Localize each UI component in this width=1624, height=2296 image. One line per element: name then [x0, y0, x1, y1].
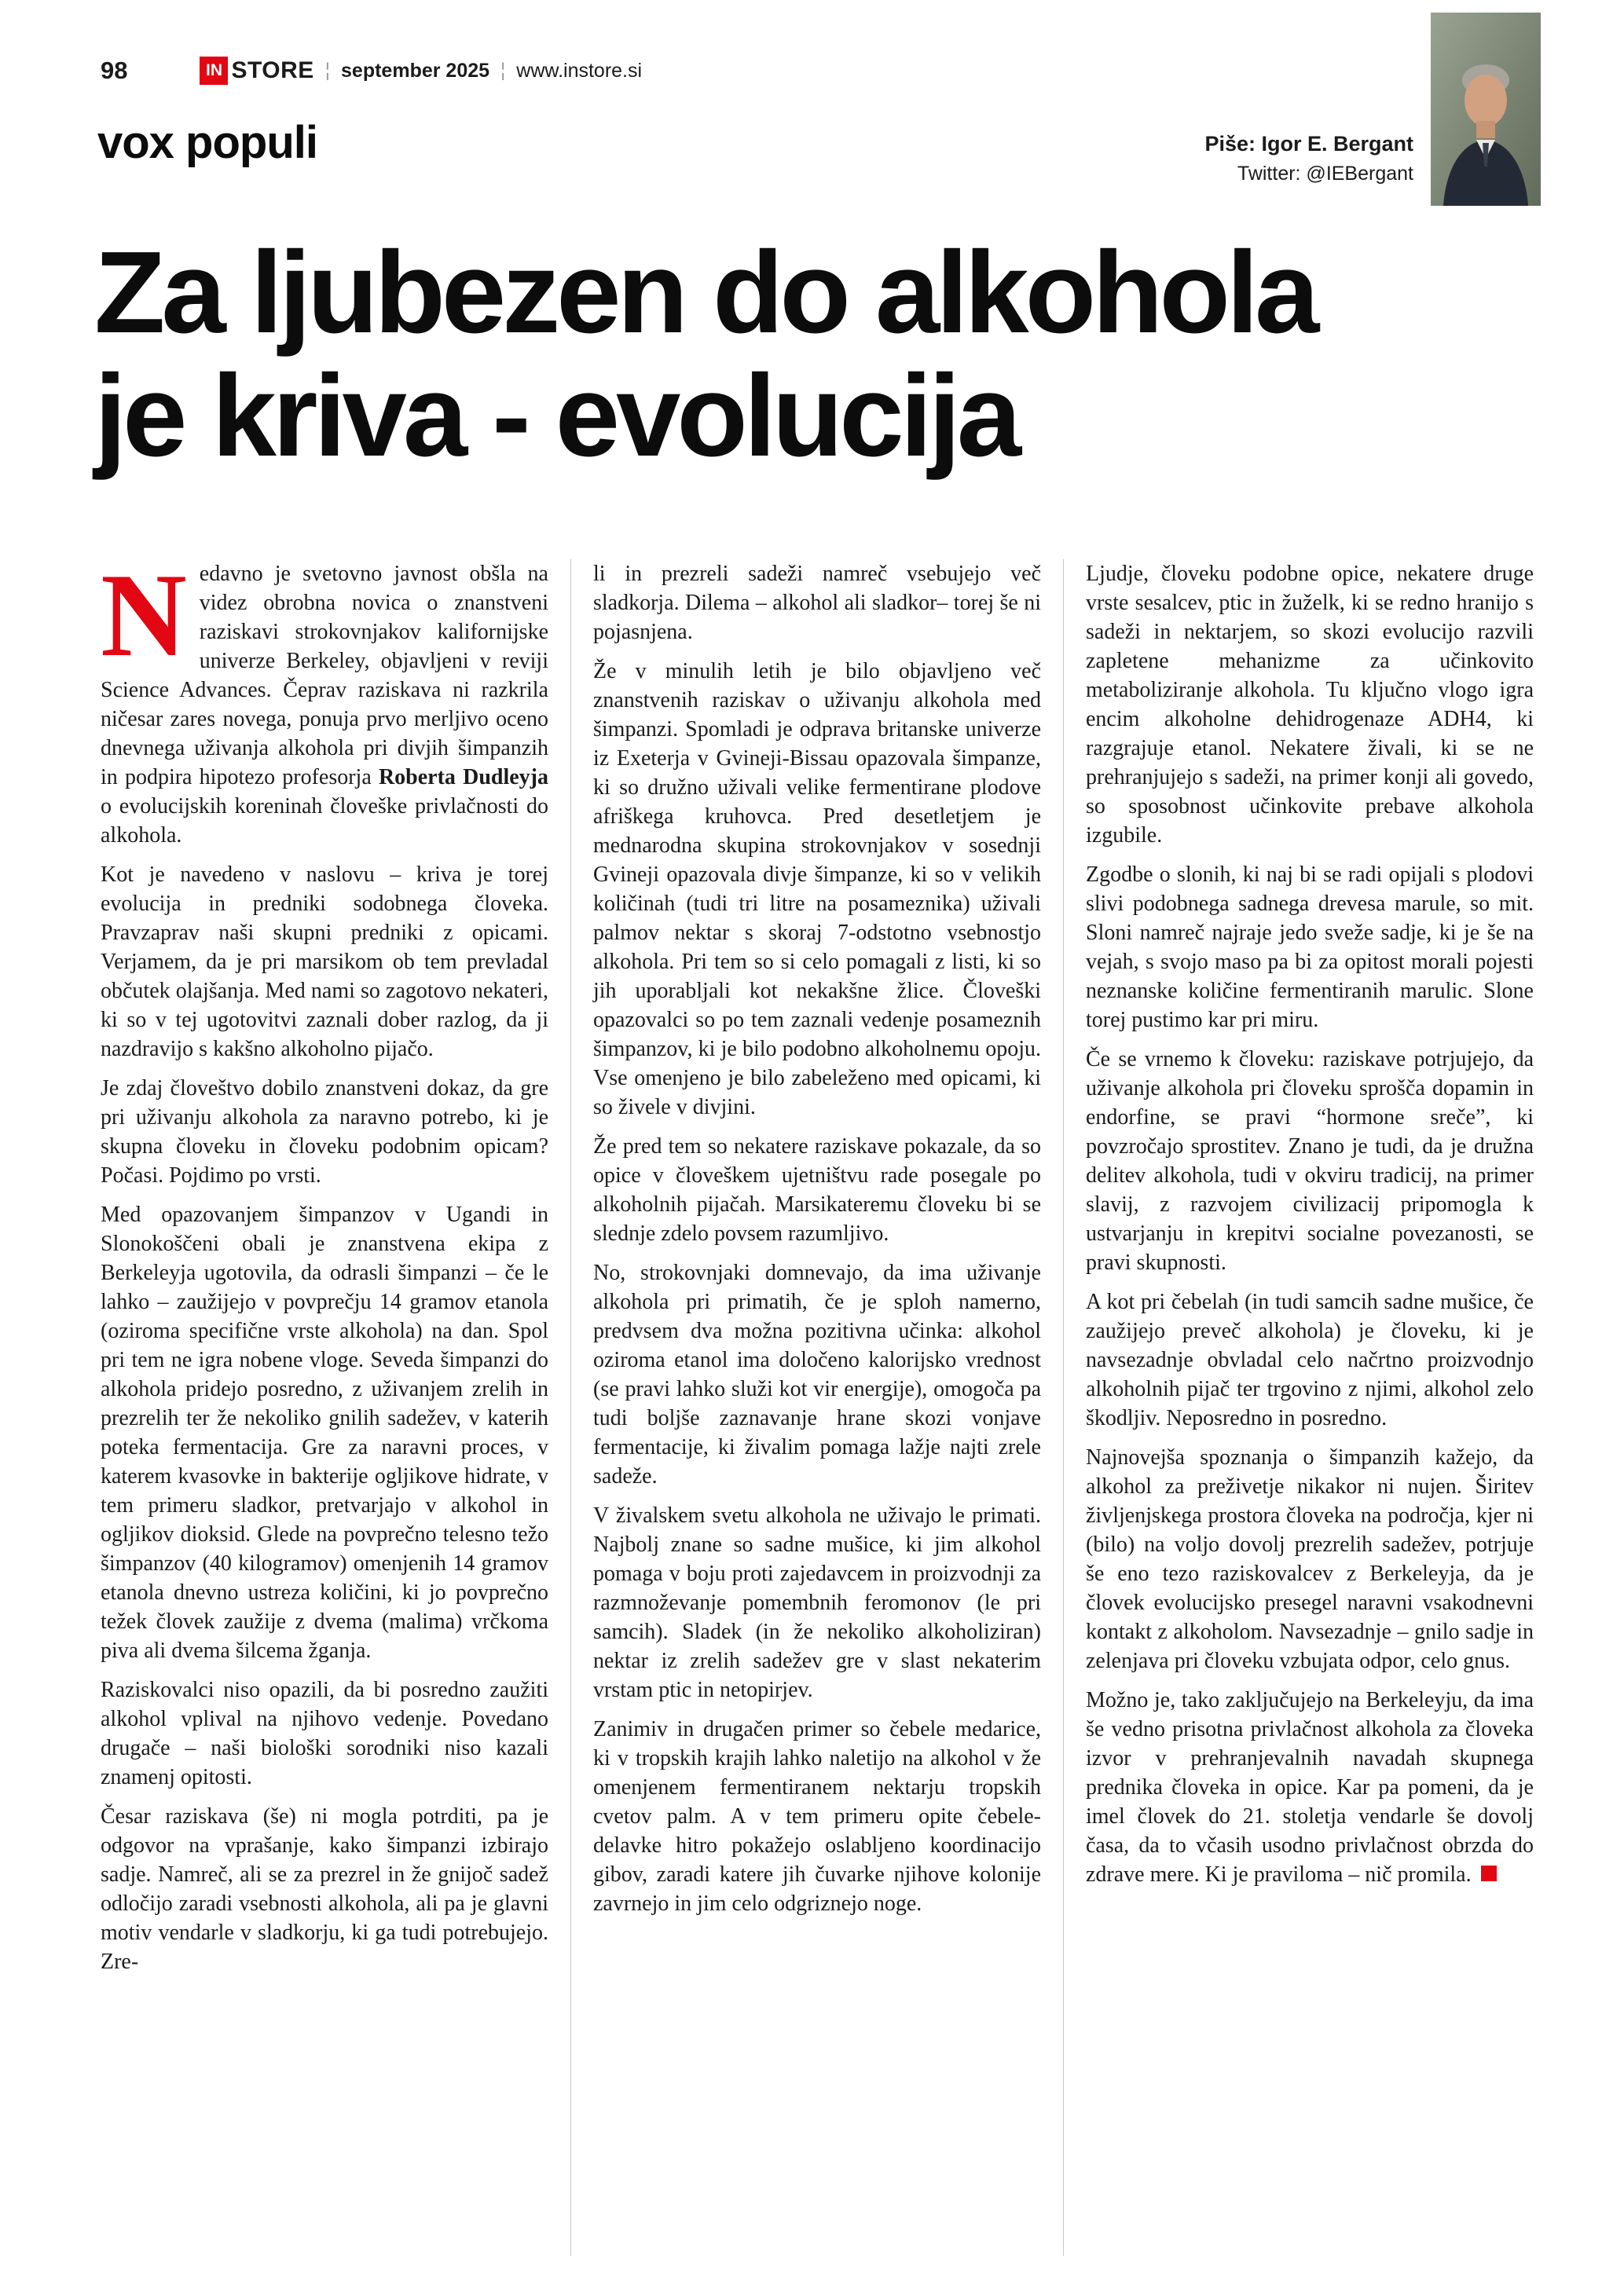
- page-header: [101, 57, 1534, 85]
- page-number: 98: [101, 57, 128, 84]
- headline-line-1: Za ljubezen do alkohola: [94, 228, 1316, 357]
- paragraph: li in prezreli sadeži namreč vsebujejo več sladkorja. Dilema – alkohol ali sladkor– torej še ni pojasnjena.: [593, 562, 1041, 644]
- paragraph: No, strokovnjaki domnevajo, da ima uživanje alkohola pri primatih, če je sploh namerno, predvsem dva možna pozitivna učinka: alkohol oziroma etanol ima določeno kalorijsko vrednost (se pravi lahko služi kot vir energije), omogoča pa tudi boljše zaznavanje hrane skozi vonjave fermentacije, ki živalim pomaga lažje najti zrele sadeže.: [593, 1261, 1041, 1489]
- headline: [94, 228, 1542, 481]
- paragraph: A kot pri čebelah (in tudi samcih sadne mušice, če zaužijejo preveč alkohola) je človeku, ki je navsezadnje obvladal celo načrtno proizvodnjo alkoholnih pijač ter trgovino z njimi, alkohol zelo škodljiv. Neposredno in posredno.: [1086, 1290, 1534, 1430]
- section-title: vox populi: [97, 117, 317, 168]
- headline-line-2: je kriva - evolucija: [94, 350, 1018, 481]
- author-photo: [1431, 13, 1541, 206]
- closing-text: Možno je, tako zaključujejo na Berkeleyju, da ima še vedno prisotna privlačnost alkohola za človeka izvor v prehranjevalnih navadah skupnega prednika človeka in opice. Kar pa pomeni, da je imel človek do 21. stoletja vendarle še dovolj časa, da to včasih usodno privlačnost obrzda do zdrave mere. Ki je praviloma – nič promila.: [1086, 1688, 1534, 1887]
- paragraph: Če se vrnemo k človeku: raziskave potrjujejo, da uživanje alkohola pri človeku sprošča dopamin in endorfine, se pravi “hormone sreče”, ki povzročajo sprostitev. Znano je tudi, da je družna delitev alkohola, tudi v okviru tradicij, na primer slavij, z razvojem civilizacij pripomogla k ustvarjanju in krepitvi socialne povezanosti, se pravi skupnosti.: [1086, 1047, 1534, 1275]
- byline-author: Piše: Igor E. Bergant: [1204, 132, 1413, 156]
- logo-store-text: STORE: [231, 57, 314, 83]
- paragraph: Je zdaj človeštvo dobilo znanstveni dokaz, da gre pri uživanju alkohola za naravno potrebo, ki je skupna človeku in človeku podobnim opicam? Počasi. Pojdimo po vrsti.: [101, 1076, 548, 1188]
- lead-text-pre: edavno je svetovno javnost obšla na videz obrobna novica o znanstveni raziskavi strokovnjakov kalifornijske univerze Berkeley, objavljeni v reviji Science Advances. Čeprav raziskava ni razkrila ničesar zares novega, ponuja prvo merljivo oceno dnevnega uživanja alkohola pri divjih šimpanzih in podpira hipotezo profesorja: [101, 562, 548, 789]
- header-separator: ¦: [324, 60, 331, 81]
- byline: [1204, 132, 1413, 185]
- paragraph: Med opazovanjem šimpanzov v Ugandi in Slonokoščeni obali je znanstvena ekipa z Berkeleyja ugotovila, da odrasli šimpanzi – če le lahko – zaužijejo v povprečju 14 gramov etanola (oziroma specifične vrste alkohola) na dan. Spol pri tem ne igra nobene vloge. Seveda šimpanzi do alkohola pridejo posredno, z uživanjem zrelih in prezrelih ter že nekoliko gnilih sadežev, v katerih poteka fermentacija. Gre za naravni proces, v katerem kvasovke in bakterije ogljikove hidrate, v tem primeru sladkor, pretvarjajo v alkohol in ogljikov dioksid. Glede na povprečno telesno težo šimpanzov (40 kilogramov) omenjenih 14 gramov etanola dnevno ustreza količini, ki jo povprečno težek človek zaužije z dvema (malima) vrčkoma piva ali dvema šilcema žganja.: [101, 1203, 548, 1663]
- column-1: [101, 549, 570, 2256]
- paragraph: Že pred tem so nekatere raziskave pokazale, da so opice v človeškem ujetništvu rade posegale po alkoholnih pijačah. Marsikateremu človeku bi se slednje zdelo povsem razumljivo.: [593, 1134, 1041, 1246]
- paragraph: Kot je navedeno v naslovu – kriva je torej evolucija in predniki sodobnega človeka. Pravzaprav naši skupni predniki z opicami. Verjamem, da je pri marsikom ob tem prevladal občutek olajšanja. Med nami so zagotovo nekateri, ki so v tej ugotovitvi zaznali dober razlog, da ji nazdravijo s kakšno alkoholno pijačo.: [101, 862, 548, 1061]
- paragraph: Že v minulih letih je bilo objavljeno več znanstvenih raziskav o uživanju alkohola med šimpanzi. Spomladi je odprava britanske univerze iz Exeterja v Gvineji-Bissau opazovala šimpanze, ki so družno uživali velike fermentirane plodove afriškega kruhovca. Pred desetletjem je mednarodna skupina strokovnjakov v sosednji Gvineji opazovala divje šimpanze, ki so v velikih količinah (tudi tri litre na posameznika) uživali palmov nektar s skoraj 7-odstotno vsebnostjo alkohola. Pri tem so si celo pomagali z listi, ki so jih uporabljali kot nekakšne žlice. Človeški opazovalci so po tem zaznali vedenje posameznih šimpanzov, ki je bilo podobno alkoholnemu opoju. Vse omenjeno je bilo zabeleženo med opicami, ki so živele v divjini.: [593, 659, 1041, 1119]
- neck: [1476, 121, 1495, 138]
- lead-text-bold-name: Roberta Dudleyja: [378, 765, 549, 789]
- paragraph: Najnovejša spoznanja o šimpanzih kažejo, da alkohol za preživetje nikakor ni nujen. Širitev življenjskega prostora človeka na področja, kjer ni (bilo) na voljo dovolj prezrelih sadežev, potrjuje še eno tezo raziskovalcev z Berkeleyja, da je človek evolucijsko presegel naravni vsakodnevni kontakt z alkoholom. Navsezadnje – gnilo sadje in zelenjava pri človeku vzbujata odpor, celo gnus.: [1086, 1445, 1534, 1673]
- byline-twitter: Twitter: @IEBergant: [1237, 163, 1413, 185]
- closing-paragraph: [1086, 1686, 1534, 1889]
- paragraph: Zgodbe o slonih, ki naj bi se radi opijali s plodovi slivi podobnega sadnega drevesa marule, so mit. Sloni namreč najraje jedo sveže sadje, ki je še na vejah, s svojo maso pa bi za opitost morali pojesti neznanske količine fermentiranih marulic. Slone torej pustimo kar pri miru.: [1086, 862, 1534, 1032]
- paragraph: V živalskem svetu alkohola ne uživajo le primati. Najbolj znane so sadne mušice, ki jim alkohol pomaga v boju proti zajedavcem in proizvodnji za razmnoževanje pomembnih feromonov (le pri samcih). Sladek (in že nekoliko alkoholiziran) nektar iz zrelih sadežev gre v slast nekaterim vrstam ptic in netopirjev.: [593, 1503, 1041, 1702]
- issue-date: september 2025: [341, 59, 490, 82]
- paragraph: Raziskovalci niso opazili, da bi posredno zaužiti alkohol vplival na njihovo vedenje. Povedano drugače – naši biološki sorodniki niso kazali znamenj opitosti.: [101, 1678, 548, 1789]
- header-separator: ¦: [500, 60, 506, 81]
- column-2: [570, 559, 1063, 2256]
- website-url: www.instore.si: [516, 59, 643, 82]
- author-photo-image: [1431, 13, 1541, 206]
- logo-in-badge: IN: [200, 57, 228, 85]
- lead-text-post: o evolucijskih koreninah človeške privlačnosti do alkohola.: [101, 794, 548, 848]
- paragraph: Ljudje, človeku podobne opice, nekatere druge vrste sesalcev, ptic in žuželk, ki se redno hranijo s sadeži in nektarjem, so skozi evolucijo razvili zapletene mehanizme za učinkovito metaboliziranje alkohola. Tu ključno vlogo igra encim alkoholne dehidrogenaze ADH4, ki razgrajuje etanol. Nekatere živali, ki se ne prehranjujejo s sadeži, na primer konji ali govedo, so sposobnost učinkovite prebave alkohola izgubile.: [1086, 562, 1534, 848]
- paragraph: Česar raziskava (še) ni mogla potrditi, pa je odgovor na vprašanje, kako šimpanzi izbirajo sadje. Namreč, ali se za prezrel in že gnijoč sadež odločijo zaradi vsebnosti alkohola, ali pa je glavni motiv vendarle v sladkorju, ki ga tudi potrebujejo. Zre-: [101, 1804, 548, 1974]
- drop-cap: N: [101, 549, 187, 681]
- column-3: [1063, 559, 1534, 2256]
- instore-logo: [200, 57, 313, 85]
- article-end-mark: [1481, 1866, 1497, 1881]
- lead-paragraph: [101, 549, 549, 850]
- article-body: [101, 549, 1534, 2256]
- face: [1465, 75, 1507, 126]
- paragraph: Zanimiv in drugačen primer so čebele medarice, ki v tropskih krajih lahko naletijo na alkohol v že omenjenem fermentiranem nektarju tropskih cvetov palm. A v tem primeru opite čebele-delavke hitro pokažejo oslabljeno koordinacijo gibov, zaradi katere jih čuvarke njihove kolonije zavrnejo in jim celo odgriznejo noge.: [593, 1717, 1041, 1916]
